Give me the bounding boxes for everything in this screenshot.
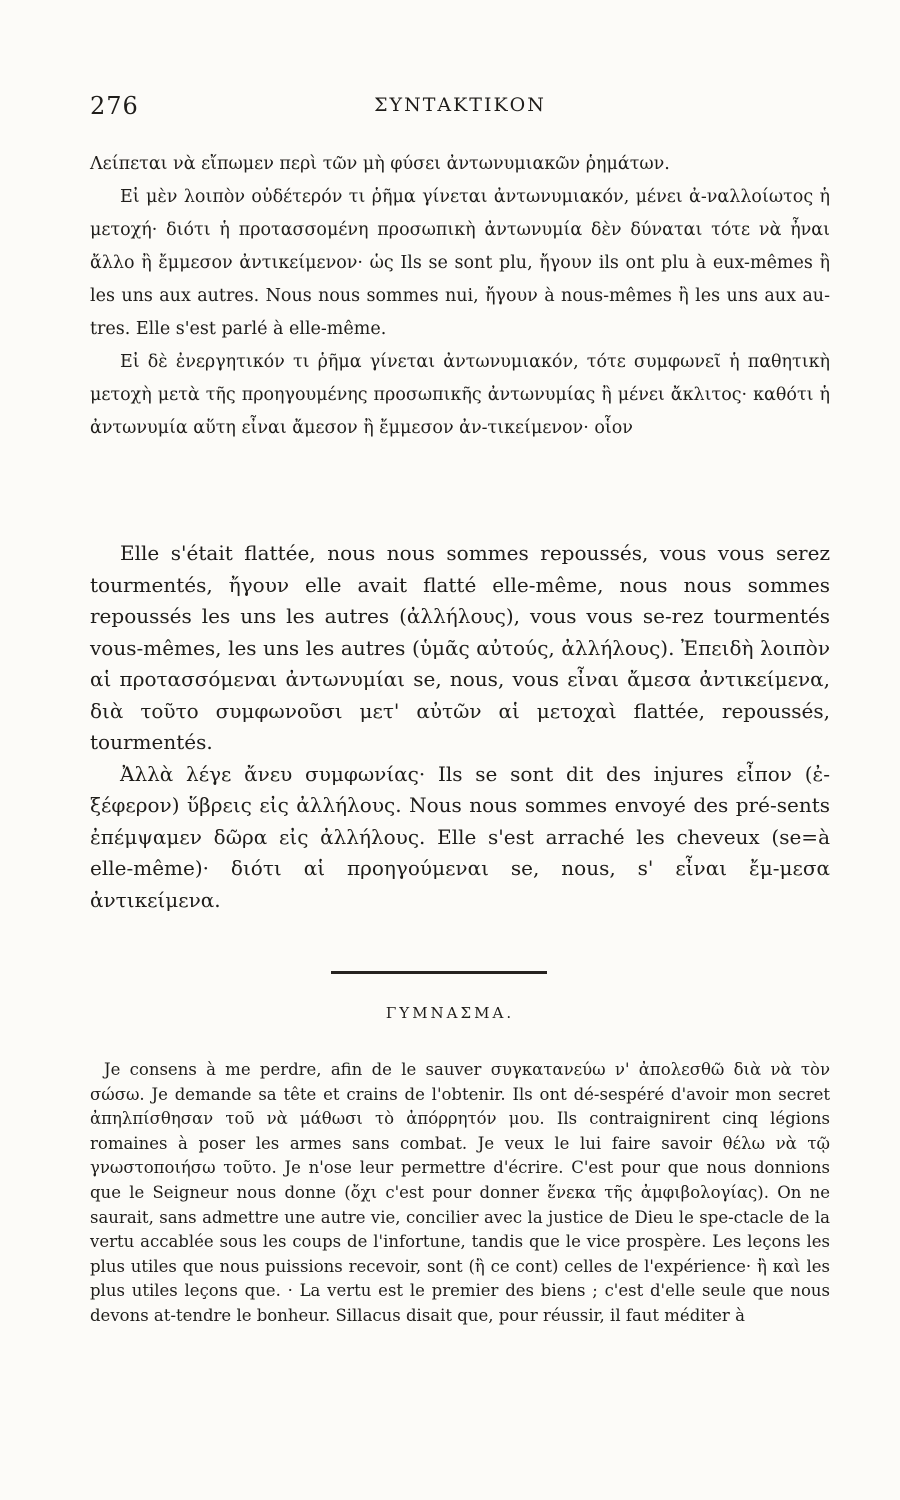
exercise-text: Je consens à me perdre, afin de le sauver συγκατανεύω ν' ἀπολεσθῶ διὰ νὰ τὸν σώσω. Je demande sa tête et crains de l'obtenir. Ils ont dé-sespéré d'avoir mon secret ἀπηλπίσθησαν τοῦ νὰ μάθωσι τὸ ἀπόρρητόν μου. Ils contraignirent cinq légions romaines à poser les armes sans combat. Je veux le lui faire savoir θέλω νὰ τῷ γνωστοποιήσω τοῦτο. Je n'ose leur permettre d'écrire. C'est pour que nous donnions que le Seigneur nous donne (ὄχι c'est pour donner ἕνεκα τῆς ἀμφιβολογίας). On ne saurait, sans admettre une autre vie, concilier avec la justice de Dieu le spe-ctacle de la vertu accablée sous les coups de l'infortune, tandis que le vice prospère. Les leçons les plus utiles que nous puissions recevoir, sont (ἢ ce cont) celles de l'expérience· ἢ καὶ les plus utiles leçons que. · La vertu est le premier des biens ; c'est d'elle seule que nous devons at-tendre le bonheur. Sillacus disait que, pour réussir, il faut méditer à [90,1060,830,1325]
exercise-heading: ΓΥΜΝΑΣΜΑ. [385,1004,515,1022]
examples-section [90,538,830,916]
running-title: ΣΥΝΤΑΚΤΙΚΟΝ [374,94,546,116]
intro-section [90,148,830,445]
intro-line: Λείπεται νὰ εἴπωμεν περὶ τῶν μὴ φύσει ἀντωνυμιακῶν ῥημάτων. [90,154,670,174]
page-header [90,92,830,132]
section-divider [331,971,547,974]
intro-paragraph: Εἰ δὲ ἐνεργητικόν τι ῥῆμα γίνεται ἀντωνυμιακόν, τότε συμφωνεῖ ἡ παθητικὴ μετοχὴ μετὰ τῆς προηγουμένης προσωπικῆς ἀντωνυμίας ἢ μένει ἄκλιτος· καθότι ἡ ἀντωνυμία αὕτη εἶναι ἄμεσον ἢ ἔμμεσον ἀν-τικείμενον· οἷον [90,352,830,438]
exercise-section [90,1058,830,1329]
page-number: 276 [90,92,139,120]
example-paragraph: Ἀλλὰ λέγε ἄνευ συμφωνίας· Ils se sont dit des injures εἶπον (ἐ-ξέφερον) ὕβρεις εἰς ἀλλήλους. Nous nous sommes envoyé des pré-sents ἐπέμψαμεν δῶρα εἰς ἀλλήλους. Elle s'est arraché les cheveux (se=à elle-même)· διότι αἱ προηγούμεναι se, nous, s' εἶναι ἔμ-μεσα ἀντικείμενα. [90,761,830,912]
example-paragraph: Elle s'était flattée, nous nous sommes repoussés, vous vous serez tourmentés, ἤγουν elle avait flatté elle-même, nous nous sommes repoussés les uns les autres (ἀλλήλους), vous vous se-rez tourmentés vous-mêmes, les uns les autres (ὑμᾶς αὐτούς, ἀλλήλους). Ἐπειδὴ λοιπὸν αἱ προτασσόμεναι ἀντωνυμίαι se, nous, vous εἶναι ἄμεσα ἀντικείμενα, διὰ τοῦτο συμφωνοῦσι μετ' αὐτῶν αἱ μετοχαὶ flattée, repoussés, tourmentés. [90,541,830,754]
intro-paragraph: Εἰ μὲν λοιπὸν οὐδέτερόν τι ῥῆμα γίνεται ἀντωνυμιακόν, μένει ἀ-ναλλοίωτος ἡ μετοχή· διότι ἡ προτασσομένη προσωπικὴ ἀντωνυμία δὲν δύναται τότε νὰ ἦναι ἄλλο ἢ ἔμμεσον ἀντικείμενον· ὡς Ils se sont plu, ἤγουν ils ont plu à eux-mêmes ἢ les uns aux autres. Nous nous sommes nui, ἤγουν à nous-mêmes ἢ les uns aux au-tres. Elle s'est parlé à elle-même. [90,187,830,339]
